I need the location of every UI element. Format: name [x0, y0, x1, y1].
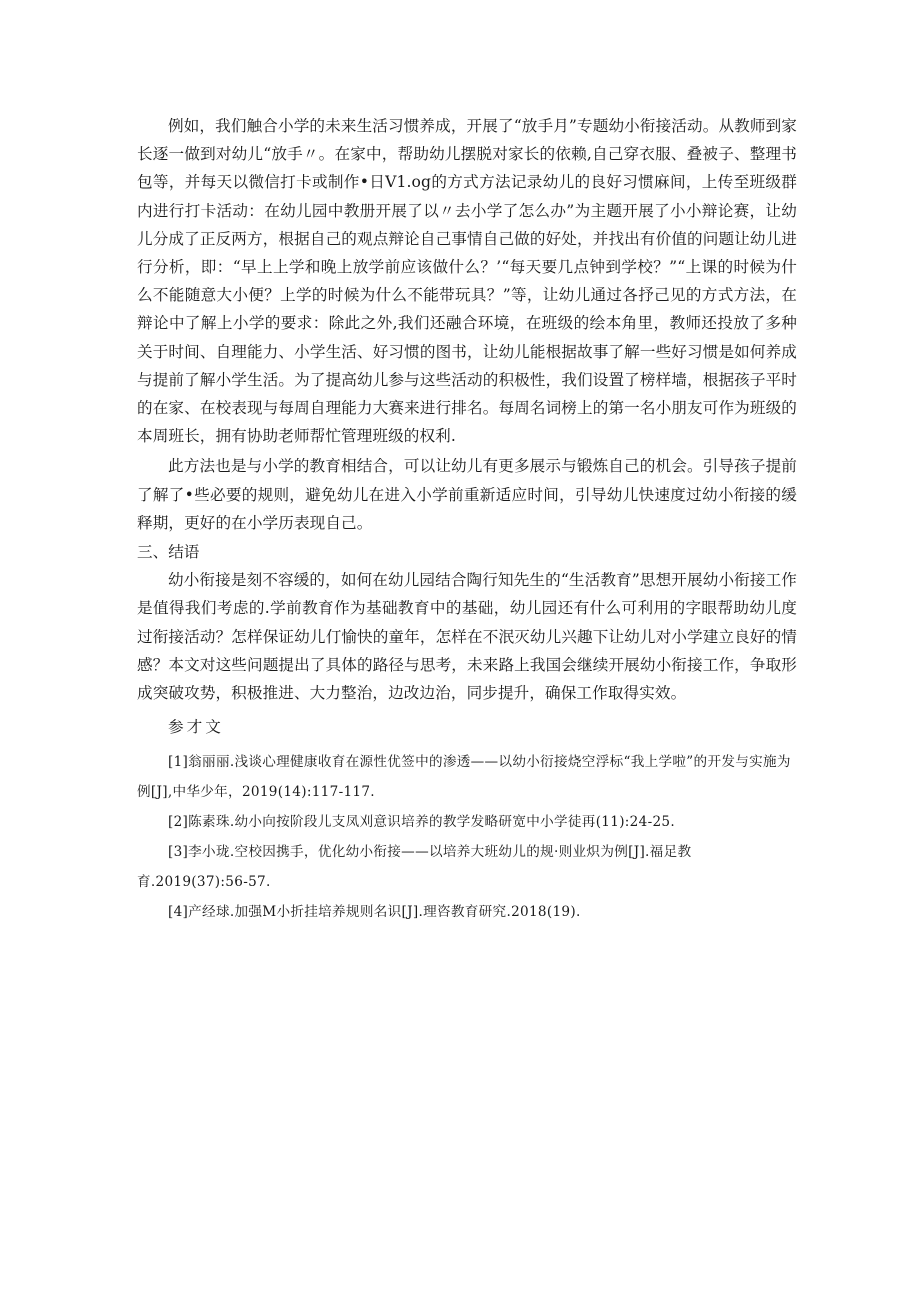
document-page: [137, 112, 797, 927]
reference-item: [1]翁丽丽.浅谈心理健康收育在源性优签中的渗透——以幼小衍接烧空浮标“我上学啦”的开发与实施为例[J],中华少年，2019(14):117-117.: [137, 754, 791, 801]
references-title: 参才文: [168, 718, 224, 737]
conclusion-paragraph: 幼小衔接是刻不容缓的，如何在幼儿园结合陶行知先生的“生活教育”思想开展幼小衔接工作是值得我们考虑的.学前教育作为基础教育中的基础，幼儿园还有什么可利用的字眼帮助幼儿度过衔接活动？怎样保证幼儿仃愉快的童年，怎样在不泯灭幼儿兴趣下让幼儿对小学建立良好的情感？本文对这些问题提出了具体的路径与思考，未来路上我国会继续开展幼小衔接工作，争取形成突破攻势，积极推进、大力整治，边改边治，同步提升，确保工作取得实效。: [137, 571, 797, 703]
body-paragraph-2: 此方法也是与小学的教育相结合，可以让幼儿有更多展示与锻炼自己的机会。引导孩子提前了解了•些必要的规则，避免幼儿在进入小学前重新适应时间，引导幼儿快速度过幼小衔接的缓释期，更好的在小学历表现自己。: [137, 457, 797, 532]
reference-item: [4]产经球.加强M小折挂培养规则名识[J].理咨教育研究.2018(19).: [168, 904, 581, 921]
section-heading: 三、结语: [137, 543, 200, 562]
body-paragraph-1: 例如，我们触合小学的未来生活习惯养成，开展了“放手月”专题幼小衔接活动。从教师到家长逐一做到对幼儿“放手〃。在家中，帮助幼儿摆脱对家长的依赖,自己穿衣服、叠被子、整理书包等，并每天以微信打卡或制作•日V1.og的方式方法记录幼儿的良好习惯麻间，上传至班级群内进行打卡活动：在幼儿园中教册开展了以〃去小学了怎么办”为主题开展了小小辩论赛，让幼儿分成了正反两方，根据自己的观点辩论自己事情自己做的好处，并找出有价值的问题让幼儿进行分析，即：“早上上学和晚上放学前应该做什么？’“每天要几点钟到学校？”“上课的时候为什么不能随意大小便？上学的时候为什么不能带玩具？”等，让幼儿通过各抒己见的方式方法，在辩论中了解上小学的要求：除此之外,我们还融合环境，在班级的绘本角里，教师还投放了多种关于时间、自理能力、小学生活、好习惯的图书，让幼儿能根据故事了解一些好习惯是如何养成与提前了解小学生活。为了提高幼儿参与这些活动的积极性，我们设置了榜样墙，根据孩子平时的在家、在校表现与每周自理能力大赛来进行排名。每周名词榜上的第一名小朋友可作为班级的本周班长，拥有协助老师帮忙管理班级的权利.: [137, 117, 797, 446]
reference-item: [2]陈素珠.幼小向按阶段儿支凤刈意识培养的教学发略研宽中小学徒再(11):24-25.: [168, 814, 675, 831]
reference-item: [3]李小珑.空校因携手，优化幼小衔接——以培养大班幼儿的规·则业炽为例[J].福足教育.2019(37):56-57.: [137, 844, 692, 891]
references-list: [137, 747, 797, 927]
